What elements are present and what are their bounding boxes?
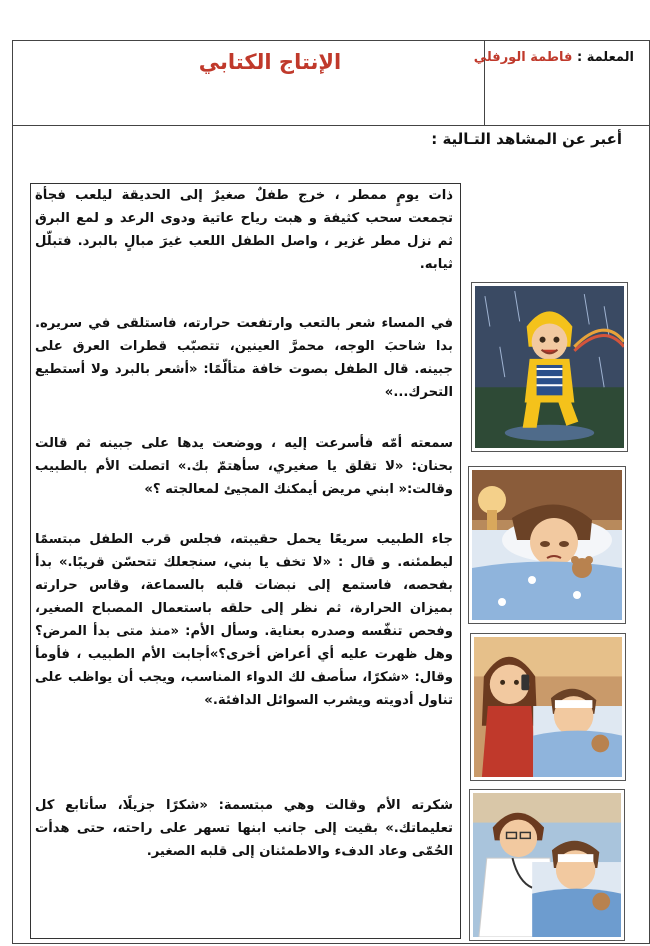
teacher-label: المعلمة : bbox=[576, 50, 634, 65]
page-title: الإنتاج الكتابي bbox=[198, 50, 342, 74]
child-in-rain-illustration bbox=[471, 282, 628, 452]
story-paragraph-1: ذات يومٍ ممطر ، خرج طفلٌ صغيرٌ إلى الحديقة ليلعب فجأة تجمعت سحب كثيفة و هبت رياح عاتية ودوى الرعد و لمع البرق ثم نزل مطر غزير ، واصل الطفل اللعب غيرَ مبالٍ بالبرد. فتبلّل ثيابه. bbox=[35, 188, 453, 272]
mother-calling-doctor-illustration bbox=[470, 633, 626, 781]
story-paragraph-2: في المساء شعر بالتعب وارتفعت حرارته، فاستلقى في سريره. بدا شاحبَ الوجه، محمرَّ العينين، تتصبّب قطرات العرق على جبينه. قال الطفل بصوت خافة متألّمًا: «أشعر بالبرد ولا أستطيع التحرك...» bbox=[35, 316, 453, 400]
instruction: أعبر عن المشاهد التـالية : bbox=[431, 130, 622, 148]
story-paragraph-5: شكرته الأم وقالت وهي مبتسمة: «شكرًا جزيلًا، سأتابع كل تعليماتك.» بقيت إلى جانب ابنها تسهر على راحته، حتى هدأت الحُمّى وعاد الدفء والاطمئنان إلى قلبه الصغير. bbox=[35, 798, 453, 859]
teacher-name: فاطمة الورفلي bbox=[473, 50, 573, 65]
story-paragraph-4: جاء الطبيب سريعًا يحمل حقيبته، فجلس قرب الطفل مبتسمًا ليطمئنه. و قال : «لا تخف يا بني، سنجعلك تتحسّن قريبًا.» بدأ بفحصه، فاستمع إلى نبضات قلبه بالسماعة، وقاس حرارته بميزان الحرارة، ثم نظر إلى حلقه باستعمال المصباح الصغير، وفحص تنفّسه وصدره بعناية. وسأل الأم: «منذ متى بدأ المرض؟ وهل ظهرت عليه أي أعراض أخرى؟»أجابت الأم الطبيب ، فأومأ وقال: «شكرًا، سأصف لك الدواء المناسب، ويجب أن يواظب على تناول أدويته ويشرب السوائل الدافئة.» bbox=[35, 532, 453, 708]
doctor-examining-child-illustration bbox=[469, 789, 625, 941]
teacher-line bbox=[474, 50, 634, 65]
sick-child-in-bed-illustration bbox=[468, 466, 626, 624]
story-paragraph-3: سمعته أمّه فأسرعت إليه ، ووضعت يدها على جبينه ثم قالت بحنان: «لا تقلق يا صغيري، سأهتمّ بك.» اتصلت الأم بالطبيب وقالت:« ابني مريض أيمكنك المجيئ لمعالجته ؟» bbox=[35, 436, 453, 497]
